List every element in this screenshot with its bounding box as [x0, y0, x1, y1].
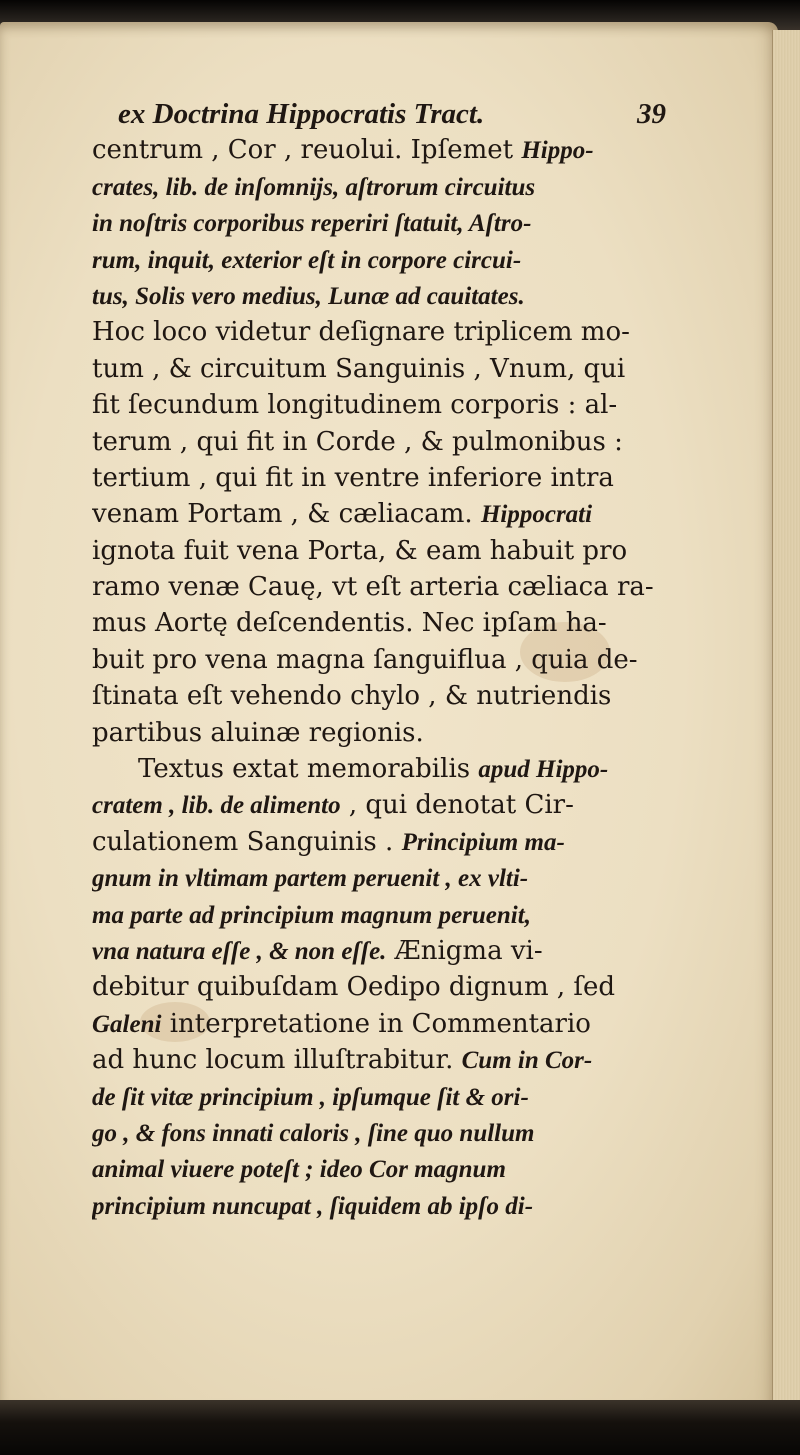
roman-run: ad hunc locum illuſtrabitur.	[92, 1045, 462, 1076]
text-line	[92, 1151, 666, 1187]
italic-run: Cum in Cor-	[461, 1047, 593, 1075]
text-line	[92, 751, 666, 787]
roman-run: Ænigma vi-	[386, 935, 543, 966]
italic-run: rum, inquit, exterior eſt in corpore circui-	[92, 246, 522, 274]
italic-run: vna natura eſſe , & non eſſe.	[92, 937, 387, 965]
text-line	[92, 933, 666, 969]
text-line	[92, 969, 666, 1005]
page-stack-edge	[772, 30, 800, 1410]
italic-run: Galeni	[92, 1010, 162, 1038]
roman-run: debitur quibuſdam Oedipo dignum , ſed	[92, 972, 616, 1003]
roman-run: interpretatione in Commentario	[161, 1008, 591, 1039]
text-line	[92, 169, 666, 205]
roman-run: terum , qui fit in Corde , & pulmonibus :	[92, 426, 623, 457]
text-line	[92, 496, 666, 532]
roman-run: ignota fuit vena Porta, & eam habuit pro	[92, 535, 628, 566]
italic-run: Principium ma-	[401, 828, 565, 856]
text-line	[92, 533, 666, 569]
italic-run: de ſit vitæ principium , ipſumque ſit & ori-	[92, 1083, 529, 1111]
roman-run: Hoc loco videtur deſignare triplicem mo-	[92, 317, 630, 348]
italic-run: cratem , lib. de alimento	[92, 792, 341, 820]
text-line	[92, 860, 666, 896]
roman-run: Textus extat memorabilis	[138, 754, 479, 785]
text-line	[92, 1115, 666, 1151]
roman-run: buit pro vena magna ſanguiflua , quia de-	[92, 644, 638, 675]
text-line	[92, 314, 666, 350]
body-text	[92, 132, 666, 1224]
page-number: 39	[637, 98, 666, 130]
text-line	[92, 242, 666, 278]
text-line	[92, 787, 666, 823]
book-bottom-edge	[0, 1400, 800, 1455]
text-line	[92, 460, 666, 496]
page-text	[92, 96, 666, 1224]
text-line	[92, 605, 666, 641]
roman-run: tertium , qui fit in ventre inferiore intra	[92, 462, 614, 493]
text-line	[92, 715, 666, 751]
roman-run: centrum , Cor , reuolui. Ipſemet	[92, 135, 522, 166]
italic-run: ma parte ad principium magnum peruenit,	[92, 901, 531, 929]
text-line	[92, 824, 666, 860]
text-line	[92, 278, 666, 314]
roman-run: partibus aluinæ regionis.	[92, 717, 424, 748]
text-line	[92, 351, 666, 387]
running-head	[92, 96, 666, 132]
italic-run: in noſtris corporibus reperiri ſtatuit, Aſtro-	[92, 210, 532, 238]
running-head-title: ex Doctrina Hippocratis Tract.	[118, 98, 485, 130]
roman-run: culationem Sanguinis .	[92, 826, 402, 857]
text-line	[92, 678, 666, 714]
roman-run: , qui denotat Cir-	[340, 790, 574, 821]
text-line	[92, 1188, 666, 1224]
roman-run: tum , & circuitum Sanguinis , Vnum, qui	[92, 353, 626, 384]
text-line	[92, 1079, 666, 1115]
italic-run: apud Hippo-	[478, 756, 609, 784]
italic-run: animal viuere poteſt ; ideo Cor magnum	[92, 1156, 506, 1184]
text-line	[92, 132, 666, 168]
roman-run: fit ſecundum longitudinem corporis : al-	[92, 390, 618, 421]
roman-run: venam Portam , & cæliacam.	[92, 499, 481, 530]
text-line	[92, 424, 666, 460]
text-line	[92, 1042, 666, 1078]
italic-run: go , & fons innati caloris , ſine quo nullum	[92, 1119, 535, 1147]
italic-run: crates, lib. de inſomnijs, aſtrorum circuitus	[92, 173, 536, 201]
italic-run: gnum in vltimam partem peruenit , ex vlti-	[92, 865, 529, 893]
text-line	[92, 642, 666, 678]
italic-run: Hippocrati	[480, 501, 593, 529]
roman-run: ſtinata eſt vehendo chylo , & nutriendis	[92, 681, 612, 712]
text-line	[92, 897, 666, 933]
italic-run: principium nuncupat , ſiquidem ab ipſo di-	[92, 1192, 534, 1220]
text-line	[92, 387, 666, 423]
text-line	[92, 205, 666, 241]
italic-run: tus, Solis vero medius, Lunæ ad cauitates.	[92, 282, 525, 310]
italic-run: Hippo-	[521, 137, 594, 165]
roman-run: ramo venæ Cauę, vt eſt arteria cæliaca ra-	[92, 572, 654, 603]
text-line	[92, 1006, 666, 1042]
text-line	[92, 569, 666, 605]
roman-run: mus Aortę deſcendentis. Nec ipſam ha-	[92, 608, 607, 639]
